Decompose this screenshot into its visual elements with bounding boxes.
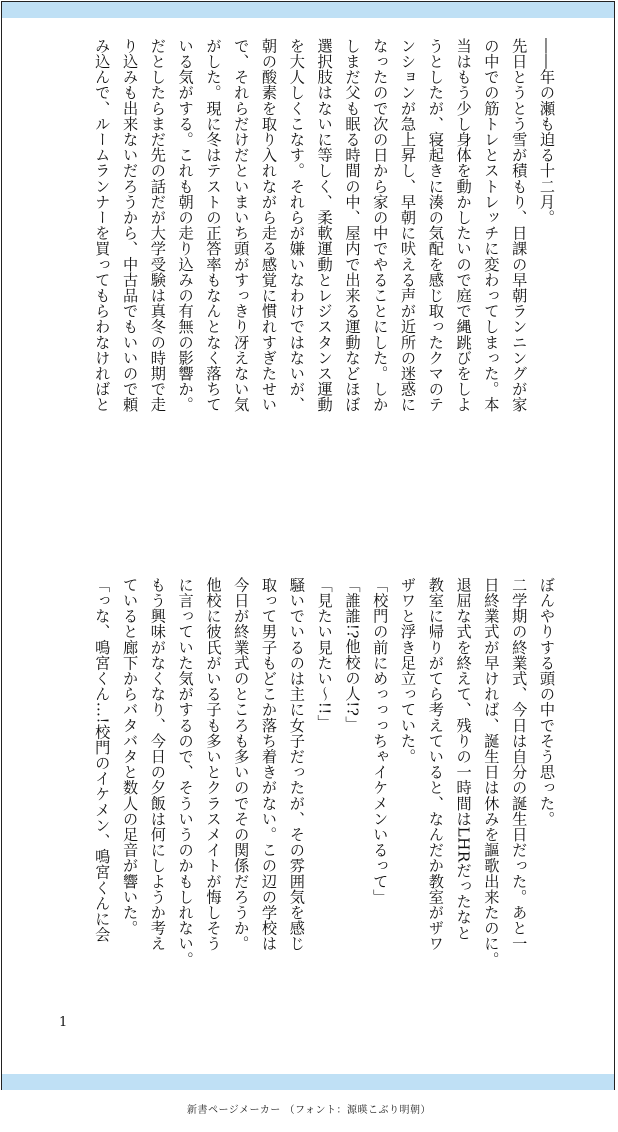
- text-line: 「見たい見たい〜!!」: [315, 577, 334, 731]
- text-line: ぼんやりする頭の中でそう思った。: [538, 577, 556, 827]
- text-line: に言っていた気がするので、そういうのかもしれない。: [176, 577, 195, 967]
- text-line: 二学期の終業式、今日は自分の誕生日だった。あと一: [510, 577, 529, 952]
- text-line: ンションが急上昇し、早朝に吠える声が近所の迷惑に: [399, 38, 418, 413]
- text-line: で、それらだけだといまいち頭がすっきり冴えない気: [232, 38, 251, 413]
- text-line: ――年の瀬も迫る十二月。: [538, 38, 556, 226]
- text-line: がした。現に冬はテストの正答率もなんとなく落ちて: [204, 38, 223, 413]
- text-line: 今日が終業式のところも多いのでその関係だろうか。: [232, 577, 251, 952]
- text-line: 朝の酸素を取り入れながら走る感覚に慣れすぎたせい: [260, 38, 279, 413]
- text-line: 選択肢はないに等しく、柔軟運動とレジスタンス運動: [315, 38, 334, 413]
- text-line: もう興味がなくなり、今日の夕飯は何にしようか考え: [148, 577, 167, 952]
- text-line: だとしたらまだ先の話だが大学受験は真冬の時期で走: [148, 38, 167, 413]
- text-line: 騒いでいるのは主に女子だったが、その雰囲気を感じ: [287, 577, 306, 952]
- vertical-text-upper: [54, 38, 560, 563]
- text-line: ザワと浮き足立っていた。: [399, 577, 418, 765]
- text-line: 先日とうとう雪が積もり、日課の早朝ランニングが家: [510, 38, 529, 413]
- text-line: 「誰誰!?他校の人!?」: [343, 577, 362, 732]
- vertical-text-lower: [54, 577, 560, 1047]
- text-line: 退屈な式を終えて、残りの一時間はLHRだったなと: [454, 577, 473, 941]
- text-line: り込みも出来ないだろうから、中古品でもいいので頼: [121, 38, 140, 413]
- page-frame: [1, 1, 615, 1090]
- text-line: なったので次の日から家の中でやることにした。しか: [371, 38, 390, 413]
- text-line: 日終業式が早ければ、誕生日は休みを謳歌出来たのに。: [482, 577, 501, 967]
- bottom-color-band: [2, 1074, 614, 1090]
- text-line: 教室に帰りがてら考えていると、なんだか教室がザワ: [426, 577, 445, 952]
- text-line: 「校門の前にめっっっちゃイケメンいるって」: [371, 577, 390, 905]
- text-line: を大人しくこなす。それらが嫌いなわけではないが、: [287, 38, 306, 413]
- text-line: うとしたが、寝起きに湊の気配を感じ取ったクマのテ: [426, 38, 445, 413]
- text-line: 取って男子もどこか落ち着きがない。この辺の学校は: [260, 577, 279, 952]
- top-color-band: [2, 2, 614, 18]
- text-line: 当はもう少し身体を動かしたいので庭で縄跳びをしよ: [454, 38, 473, 413]
- text-line: 他校に彼氏がいる子も多いとクラスメイトが悔しそう: [204, 577, 223, 952]
- page-number: 1: [59, 1015, 68, 1030]
- footer-credit: 新書ページメーカー （フォント：源暎こぶり明朝）: [187, 1105, 431, 1116]
- text-line: み込んで、ルームランナーを買ってもらわなければと: [93, 38, 112, 413]
- text-line: いる気がする。これも朝の走り込みの有無の影響か。: [176, 38, 195, 413]
- text-line: の中での筋トレとストレッチに変わってしまった。本: [482, 38, 501, 413]
- text-line: ていると廊下からバタバタと数人の足音が響いた。: [121, 577, 140, 936]
- text-line: しまだ父も眠る時間の中、屋内で出来る運動などほぼ: [343, 38, 362, 413]
- text-line: 「っな、鳴宮くん…!校門のイケメン、鳴宮くんに会: [93, 577, 112, 943]
